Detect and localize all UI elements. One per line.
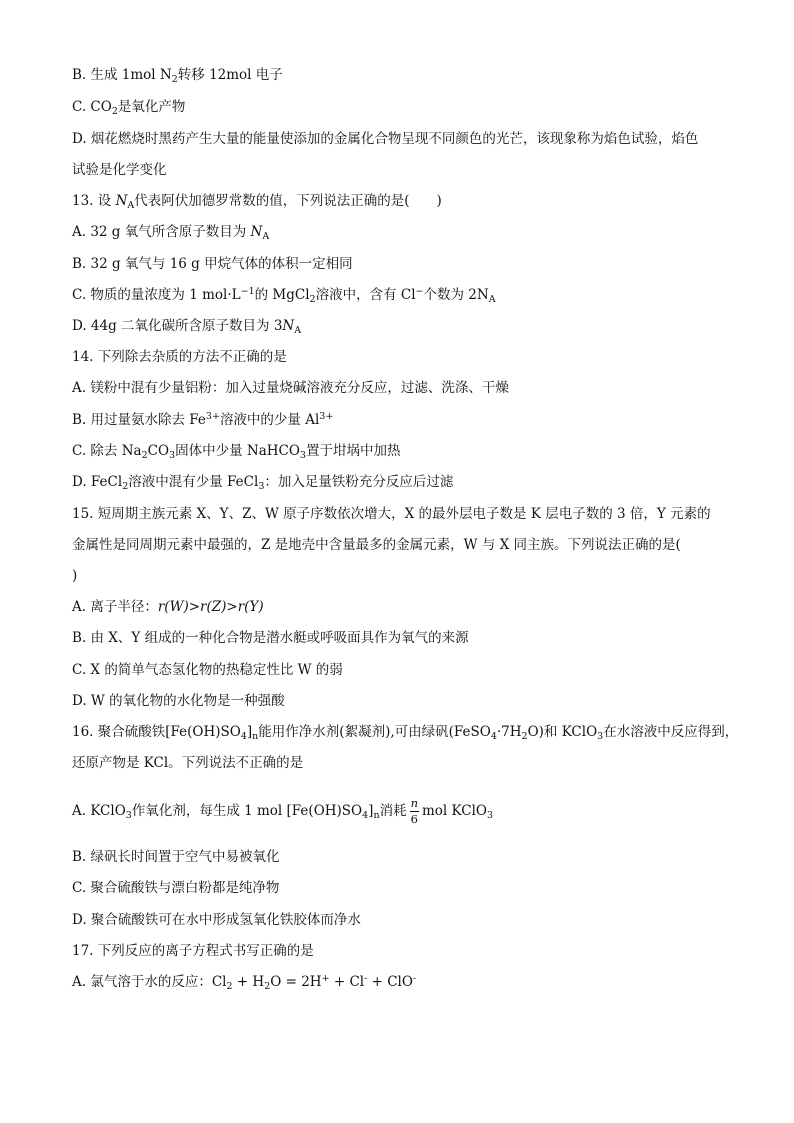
fraction-n-over-6: $\frac{n}{6}$	[410, 796, 418, 826]
q16-option-c: C. 聚合硫酸铁与漂白粉都是纯净物	[72, 880, 280, 896]
q15-option-c: C. X 的简单气态氢化物的热稳定性比 W 的弱	[72, 662, 343, 678]
q16-stem-cont: 还原产物是 KCl。下列说法不正确的是	[72, 755, 304, 771]
q16-option-a: A. KClO$_3$作氧化剂，每生成 1 mol $[Fe(OH)SO_4]_n$消耗 $\frac{n}{6}$ mol KClO$_3$	[72, 796, 494, 826]
q14-option-c: C. 除去 $Na_2CO_3$固体中少量 NaHCO$_3$置于坩埚中加热	[72, 443, 401, 461]
q14-option-b: B. 用过量氨水除去 $Fe^{3+}$溶液中的少量 $Al^{3+}$	[72, 411, 334, 428]
q13-option-d: D. 44g 二氧化碳所含原子数目为 $3N_A$	[72, 318, 302, 336]
q15-stem-end: )	[72, 568, 78, 584]
q13-option-a: A. 32 g 氧气所含原子数目为 $N_A$	[72, 224, 270, 242]
q13-stem: 13. 设 $N_A$代表阿伏加德罗常数的值，下列说法正确的是( )	[72, 193, 442, 211]
q15-stem-cont: 金属性是同周期元素中最强的，Z 是地壳中含量最多的金属元素，W 与 X 同主族。下列说法正确的是(	[72, 537, 681, 553]
q16-stem: 16. 聚合硫酸铁$[Fe(OH)SO_4]_n$能用作净水剂(絮凝剂),可由绿矾$(FeSO_4\cdot 7H_2O)$和 KClO$_3$在水溶液中反应得到，	[72, 724, 739, 742]
q14-stem: 14. 下列除去杂质的方法不正确的是	[72, 349, 287, 365]
q16-option-d: D. 聚合硫酸铁可在水中形成氢氧化铁胶体而净水	[72, 912, 361, 928]
q13-option-c: C. 物质的量浓度为 1 $mol\cdot L^{-1}$的 MgCl$_2$溶液中，含有 Cl−个数为 $2N_A$	[72, 286, 496, 305]
q17-stem: 17. 下列反应的离子方程式书写正确的是	[72, 943, 314, 959]
q16-option-b: B. 绿矾长时间置于空气中易被氧化	[72, 849, 280, 865]
q17-option-a: A. 氯气溶于水的反应：$Cl_2 + H_2O = 2H^+ + Cl^- + ClO^-$	[72, 973, 417, 992]
q14-option-d: D. FeCl$_2$溶液中混有少量 FeCl$_3$：加入足量铁粉充分反应后过滤	[72, 474, 454, 492]
q13-option-b: B. 32 g 氧气与 16 g 甲烷气体的体积一定相同	[72, 256, 353, 272]
q14-option-a: A. 镁粉中混有少量铝粉：加入过量烧碱溶液充分反应，过滤、洗涤、干燥	[72, 380, 509, 396]
q12-option-b: B. 生成 1mol $N_2$转移 12mol 电子	[72, 67, 283, 85]
q12-option-c: C. $CO_2$是氧化产物	[72, 99, 186, 117]
q15-stem: 15. 短周期主族元素 X、Y、Z、W 原子序数依次增大，X 的最外层电子数是 K 层电子数的 3 倍，Y 元素的	[72, 506, 711, 522]
q12-option-d: D. 烟花燃烧时黑药产生大量的能量使添加的金属化合物呈现不同颜色的光芒，该现象称为焰色试验，焰色	[72, 131, 699, 147]
q15-option-b: B. 由 X、Y 组成的一种化合物是潜水艇或呼吸面具作为氧气的来源	[72, 630, 469, 646]
q15-option-d: D. W 的氧化物的水化物是一种强酸	[72, 693, 285, 709]
q15-option-a: A. 离子半径：r(W)>r(Z)>r(Y)	[72, 599, 264, 615]
q12-option-d-cont: 试验是化学变化	[72, 162, 167, 178]
